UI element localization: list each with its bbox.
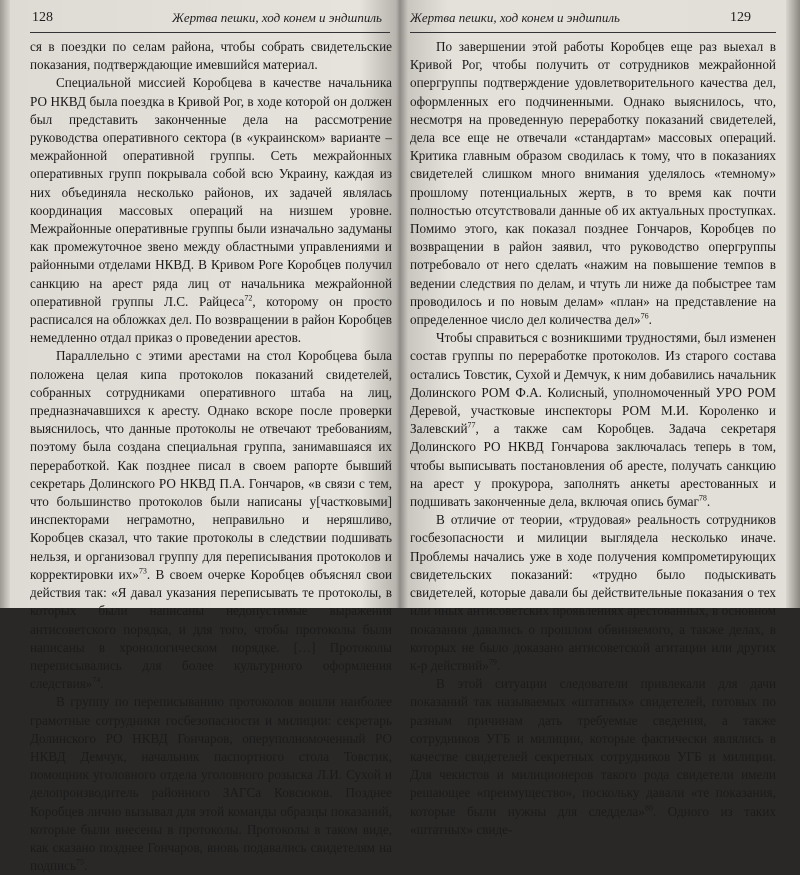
footnote-ref: 72: [244, 293, 253, 303]
text-run: В группу по переписыванию протоколов вошли наиболее грамотные сотрудники госбезопасности и милиции: секретарь Долинского РО НКВД Гончаров, оперуполномоченный РО НКВД Демчук, начальник паспортного стола Товстик, помощник уголовного отдела уголовного розыска Л.И. Сухой и делопроизводитель районного ЗАГСа Ковсюков. Позднее Коробцев лично вызывал для этой команды образцы показаний, которые были внесены в протоколы. Протоколы в таком виде, как сказано позднее Гончаров, вновь подавались свидетелям на подпись: [30, 694, 392, 874]
left-body-text: [30, 38, 392, 875]
text-run: Параллельно с этими арестами на стол Коробцева была положена целая кипа протоколов показаний свидетелей, собранных сотрудниками оперативного штаба на лиц, предназначавшихся к аресту. Однако вскоре после проверки выяснилось, что данные протоколы не отвечают требованиям, поэтому была создана специальная группа, занимавшаяся их переработкой. Как позднее писал в своем рапорте бывший секретарь Долинского РО НКВД П.А. Гончаров, «в связи с тем, что большинство протоколов были написаны у[частковыми] инспекторами неграмотно, неправильно и неряшливо, Коробцев сказал, что такие протоколы в следствии подшивать нельзя, и организовал группу для переписывания протоколов и корректировки их»: [30, 348, 392, 582]
paragraph: [30, 693, 392, 875]
header-rule-right: [410, 32, 776, 33]
right-page: [402, 0, 800, 837]
text-run: По завершении этой работы Коробцев еще раз выехал в Кривой Рог, чтобы получить от сотрудников межрайонной опергруппы подтверждение удовлетворительного качества дел, оформленных его подчиненными. Однако выяснилось, что, несмотря на проведенную переработку показаний свидетелей, дела все еще не отвечали «стандартам» массовых операций. Критика главным образом сводилась к тому, что в показаниях свидетелей слишком много внимания уделялось «темному» прошлому потенциальных жертв, в то время как почти полностью отсутствовали данные об их актуальных проступках. Помимо этого, как показал позднее Гончаров, Коробцев по возвращении в район заявил, что руководство опергруппы потребовало от него сделать «нажим на повышение темпов в ведении следствия по делам, и чтуть ли ниже да побыстрее там проводилось и по новым делам»: [410, 39, 776, 309]
paragraph: [410, 38, 776, 329]
page-number-left: 128: [32, 10, 53, 25]
running-title-left: Жертва пешки, ход конем и эндшпиль: [172, 10, 382, 25]
paragraph: [30, 347, 392, 693]
footnote-ref: 79: [488, 657, 497, 667]
paragraph: [30, 74, 392, 347]
text-run: , а также сам Коробцев. Задача секретаря Долинского РО НКВД Гончарова заключалась теперь в том, чтобы выписывать постановления об аресте, получать санкцию на арест у прокурора, заполнять анкеты арестованных и подшивать законченные дела, включая опись бумаг: [410, 421, 776, 510]
text-run: Чтобы справиться с возникшими трудностями, был изменен состав группы по переработке протоколов. Из старого состава остались Товстик, Сухой и Демчук, к ним добавились начальник Долинского РОМ Ф.А. Колисный, уполномоченный УРО РОМ Деревой, участковые инспекторы РОМ М.И. Короленко и Залевский: [410, 330, 776, 437]
paragraph: [410, 329, 776, 511]
footnote-ref: 74: [92, 675, 101, 685]
footnote-ref: 76: [640, 311, 649, 321]
footnote-ref: 77: [467, 420, 476, 430]
right-page-edge: [786, 0, 800, 608]
text-run: .: [706, 494, 711, 510]
left-page: [0, 0, 398, 874]
text-run: .: [648, 312, 652, 328]
text-run: В этой ситуации следователи привлекали для дачи показаний так называемых «штатных» свидетелей, готовых по разным причинам дать требуемые сведения, а также сотрудников УГБ и милиции, которые фактически являлись в качестве свидетелей секретных сотрудников УГБ и милиции. Для чекистов и милиционеров такого рода свидетели имели решающее «преимущество», поскольку давали «те показания, которые были нужны для следдела»: [410, 676, 776, 819]
running-title-right: Жертва пешки, ход конем и эндшпиль: [410, 10, 620, 25]
text-run: . В своем очерке Коробцев объяснял свои действия так: «Я давал указания переписывать те протоколы, в которых были написаны недопустимые выражения антисоветского порядка, и для того, чтобы протоколы были написаны в хронологическом порядке. […] Протоколы переписывались для более культурного оформления следствия»: [30, 566, 392, 692]
right-body-text: [410, 38, 776, 839]
paragraph: [30, 38, 392, 74]
text-run: . Одного из таких «штатных» свиде-: [410, 803, 776, 837]
text-run: .: [83, 858, 88, 874]
left-page-edge: [0, 0, 10, 608]
text-run: Специальной миссией Коробцева в качестве начальника РО НКВД была поездка в Кривой Рог, в ходе которой он должен был представить законченные дела на рассмотрение руководства оперативного сектора (в «украинском» варианте – межрайонной оперативной группы. Сеть межрайонных оперативных групп покрывала собой всю Украину, каждая из них объединяла несколько районов, их задачей являлась координация массовых операций на низшем уровне. Межрайонные оперативные группы были изначально задуманы как промежуточное звено между областными управлениями и районными отделами НКВД. В Кривом Роге Коробцев получил санкцию на арест ряда лиц от начальника межрайонной оперативной группы Л.С. Райцеса: [30, 75, 392, 309]
page-number-right: 129: [730, 10, 751, 25]
text-run: , которому он просто расписался на обложках дел. По возвращении в район Коробцев немедленно отдал приказ о проведении арестов.: [30, 293, 392, 346]
footnote-ref: 78: [698, 493, 707, 503]
text-run: .: [496, 657, 501, 673]
paragraph: [410, 511, 776, 675]
paragraph: [410, 675, 776, 839]
footnote-ref: 75: [75, 857, 84, 867]
text-run: «план» на представление на определенное число дел количества дел»: [410, 293, 776, 328]
text-run: ся в поездки по селам района, чтобы собрать свидетельские показания, подтверждающие имевшийся материал.: [30, 39, 392, 73]
text-run: .: [100, 676, 104, 692]
text-run: В отличие от теории, «трудовая» реальность сотрудников госбезопасности и милиции выглядела несколько иначе. Проблемы начались уже в ходе получения компрометирующих свидетельских показаний: «трудно было подыскивать свидетелей, которые давали бы действительные показания о тех или иных антисоветских проявлениях арестованных, в основном показания давались о прошлом обвиняемого, а также делах, в которых не было доказано антисоветской агитации или других к-р действий»: [410, 512, 776, 673]
footnote-ref: 73: [138, 566, 147, 576]
header-rule-left: [30, 32, 390, 33]
footnote-ref: 80: [644, 803, 653, 813]
